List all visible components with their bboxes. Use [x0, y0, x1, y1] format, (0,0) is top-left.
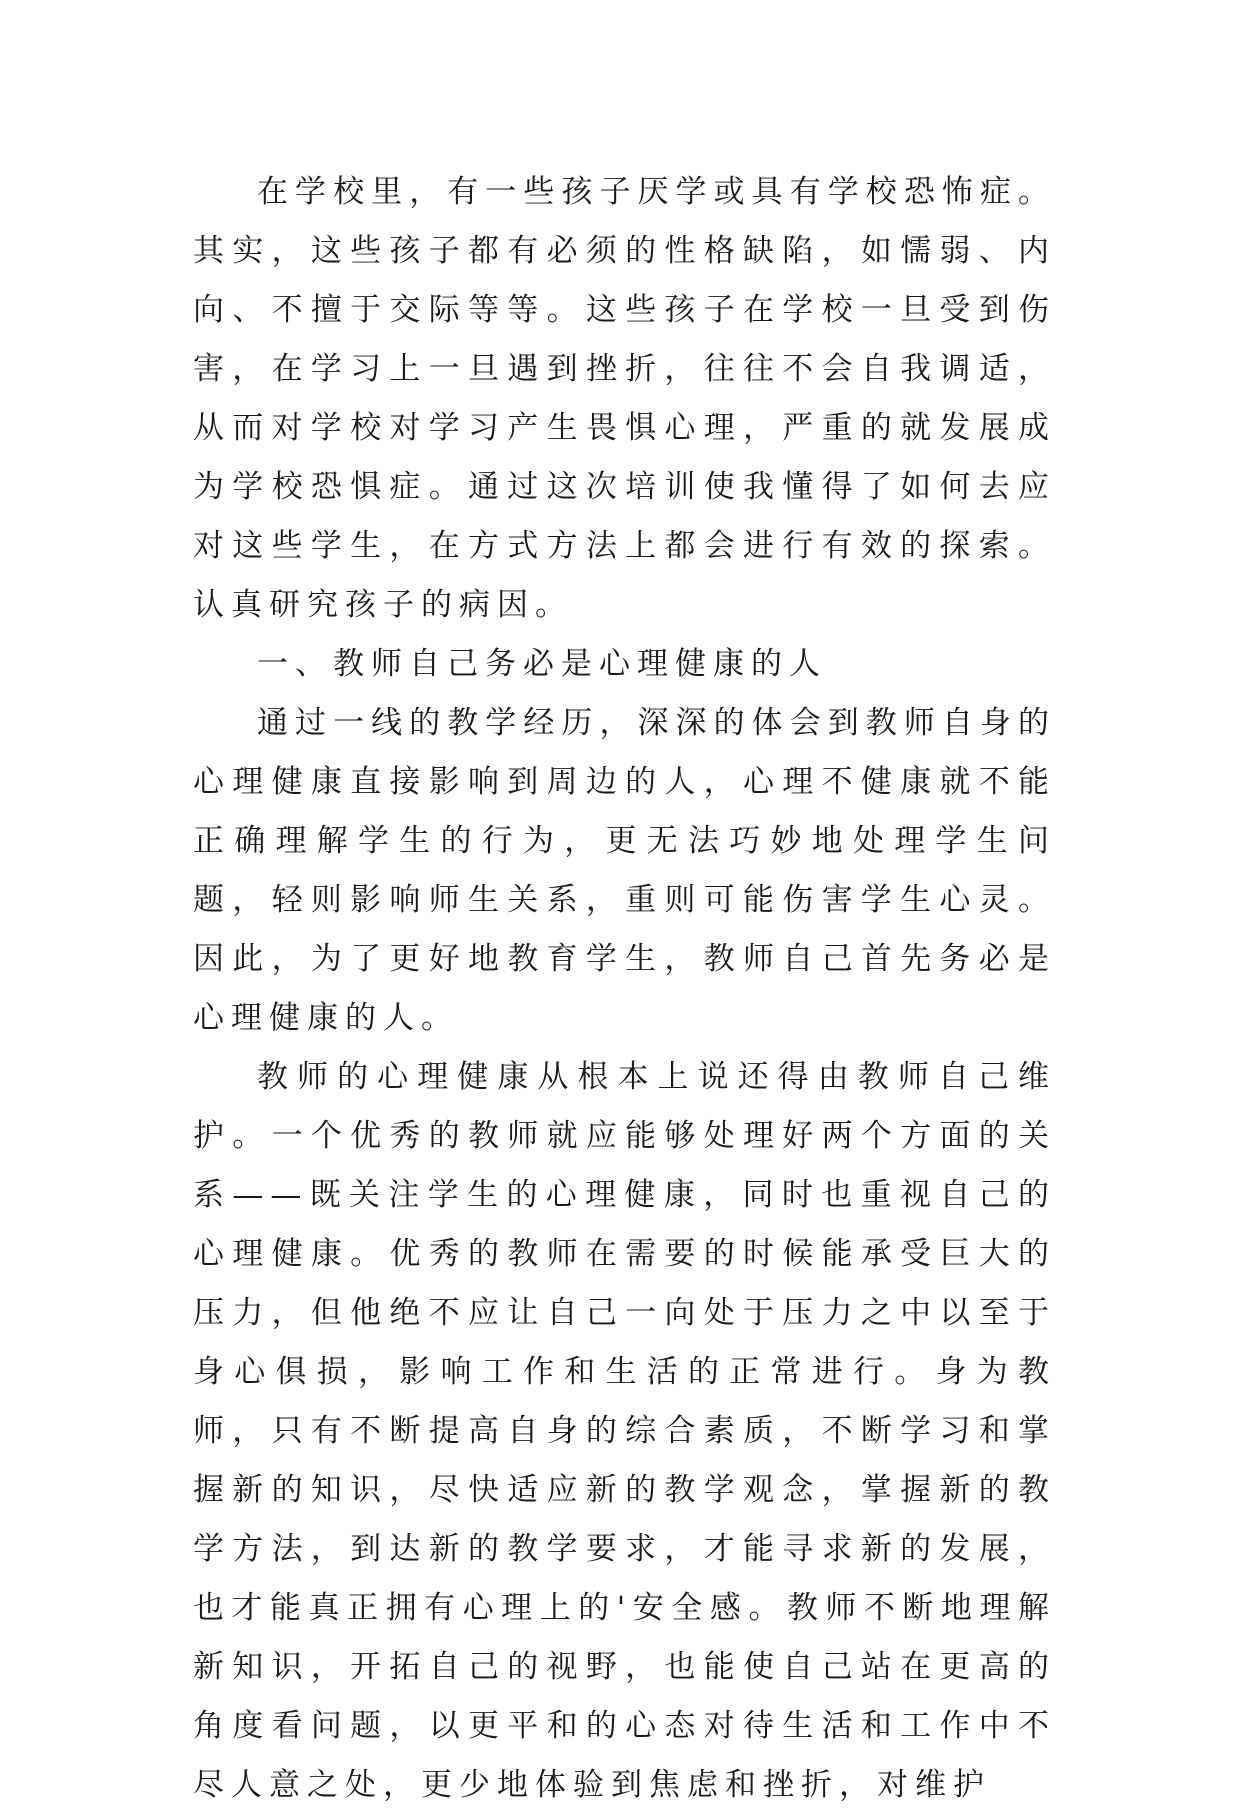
- paragraph-intro: 在学校里，有一些孩子厌学或具有学校恐怖症。其实，这些孩子都有必须的性格缺陷，如懦弱、内向、不擅于交际等等。这些孩子在学校一旦受到伤害，在学习上一旦遇到挫折，往往不会自我调适，从而对学校对学习产生畏惧心理，严重的就发展成为学校恐惧症。通过这次培训使我懂得了如何去应对这些学生，在方式方法上都会进行有效的探索。认真研究孩子的病因。: [193, 174, 1056, 623]
- paragraph-teacher-health: 通过一线的教学经历，深深的体会到教师自身的心理健康直接影响到周边的人，心理不健康就不能正确理解学生的行为，更无法巧妙地处理学生问题，轻则影响师生关系，重则可能伤害学生心灵。因此，为了更好地教育学生，教师自己首先务必是心理健康的人。: [193, 705, 1056, 1036]
- section-heading-1: 一、教师自己务必是心理健康的人: [257, 646, 827, 682]
- paragraph-self-maintenance: 教师的心理健康从根本上说还得由教师自己维护。一个优秀的教师就应能够处理好两个方面的关系——既关注学生的心理健康，同时也重视自己的心理健康。优秀的教师在需要的时候能承受巨大的压力，但他绝不应让自己一向处于压力之中以至于身心俱损，影响工作和生活的正常进行。身为教师，只有不断提高自身的综合素质，不断学习和掌握新的知识，尽快适应新的教学观念，掌握新的教学方法，到达新的教学要求，才能寻求新的发展，也才能真正拥有心理上的'安全感。教师不断地理解新知识，开拓自己的视野，也能使自己站在更高的角度看问题，以更平和的心态对待生活和工作中不尽人意之处，更少地体验到焦虑和挫折，对维护: [193, 1059, 1056, 1803]
- document-body: [193, 163, 1056, 1815]
